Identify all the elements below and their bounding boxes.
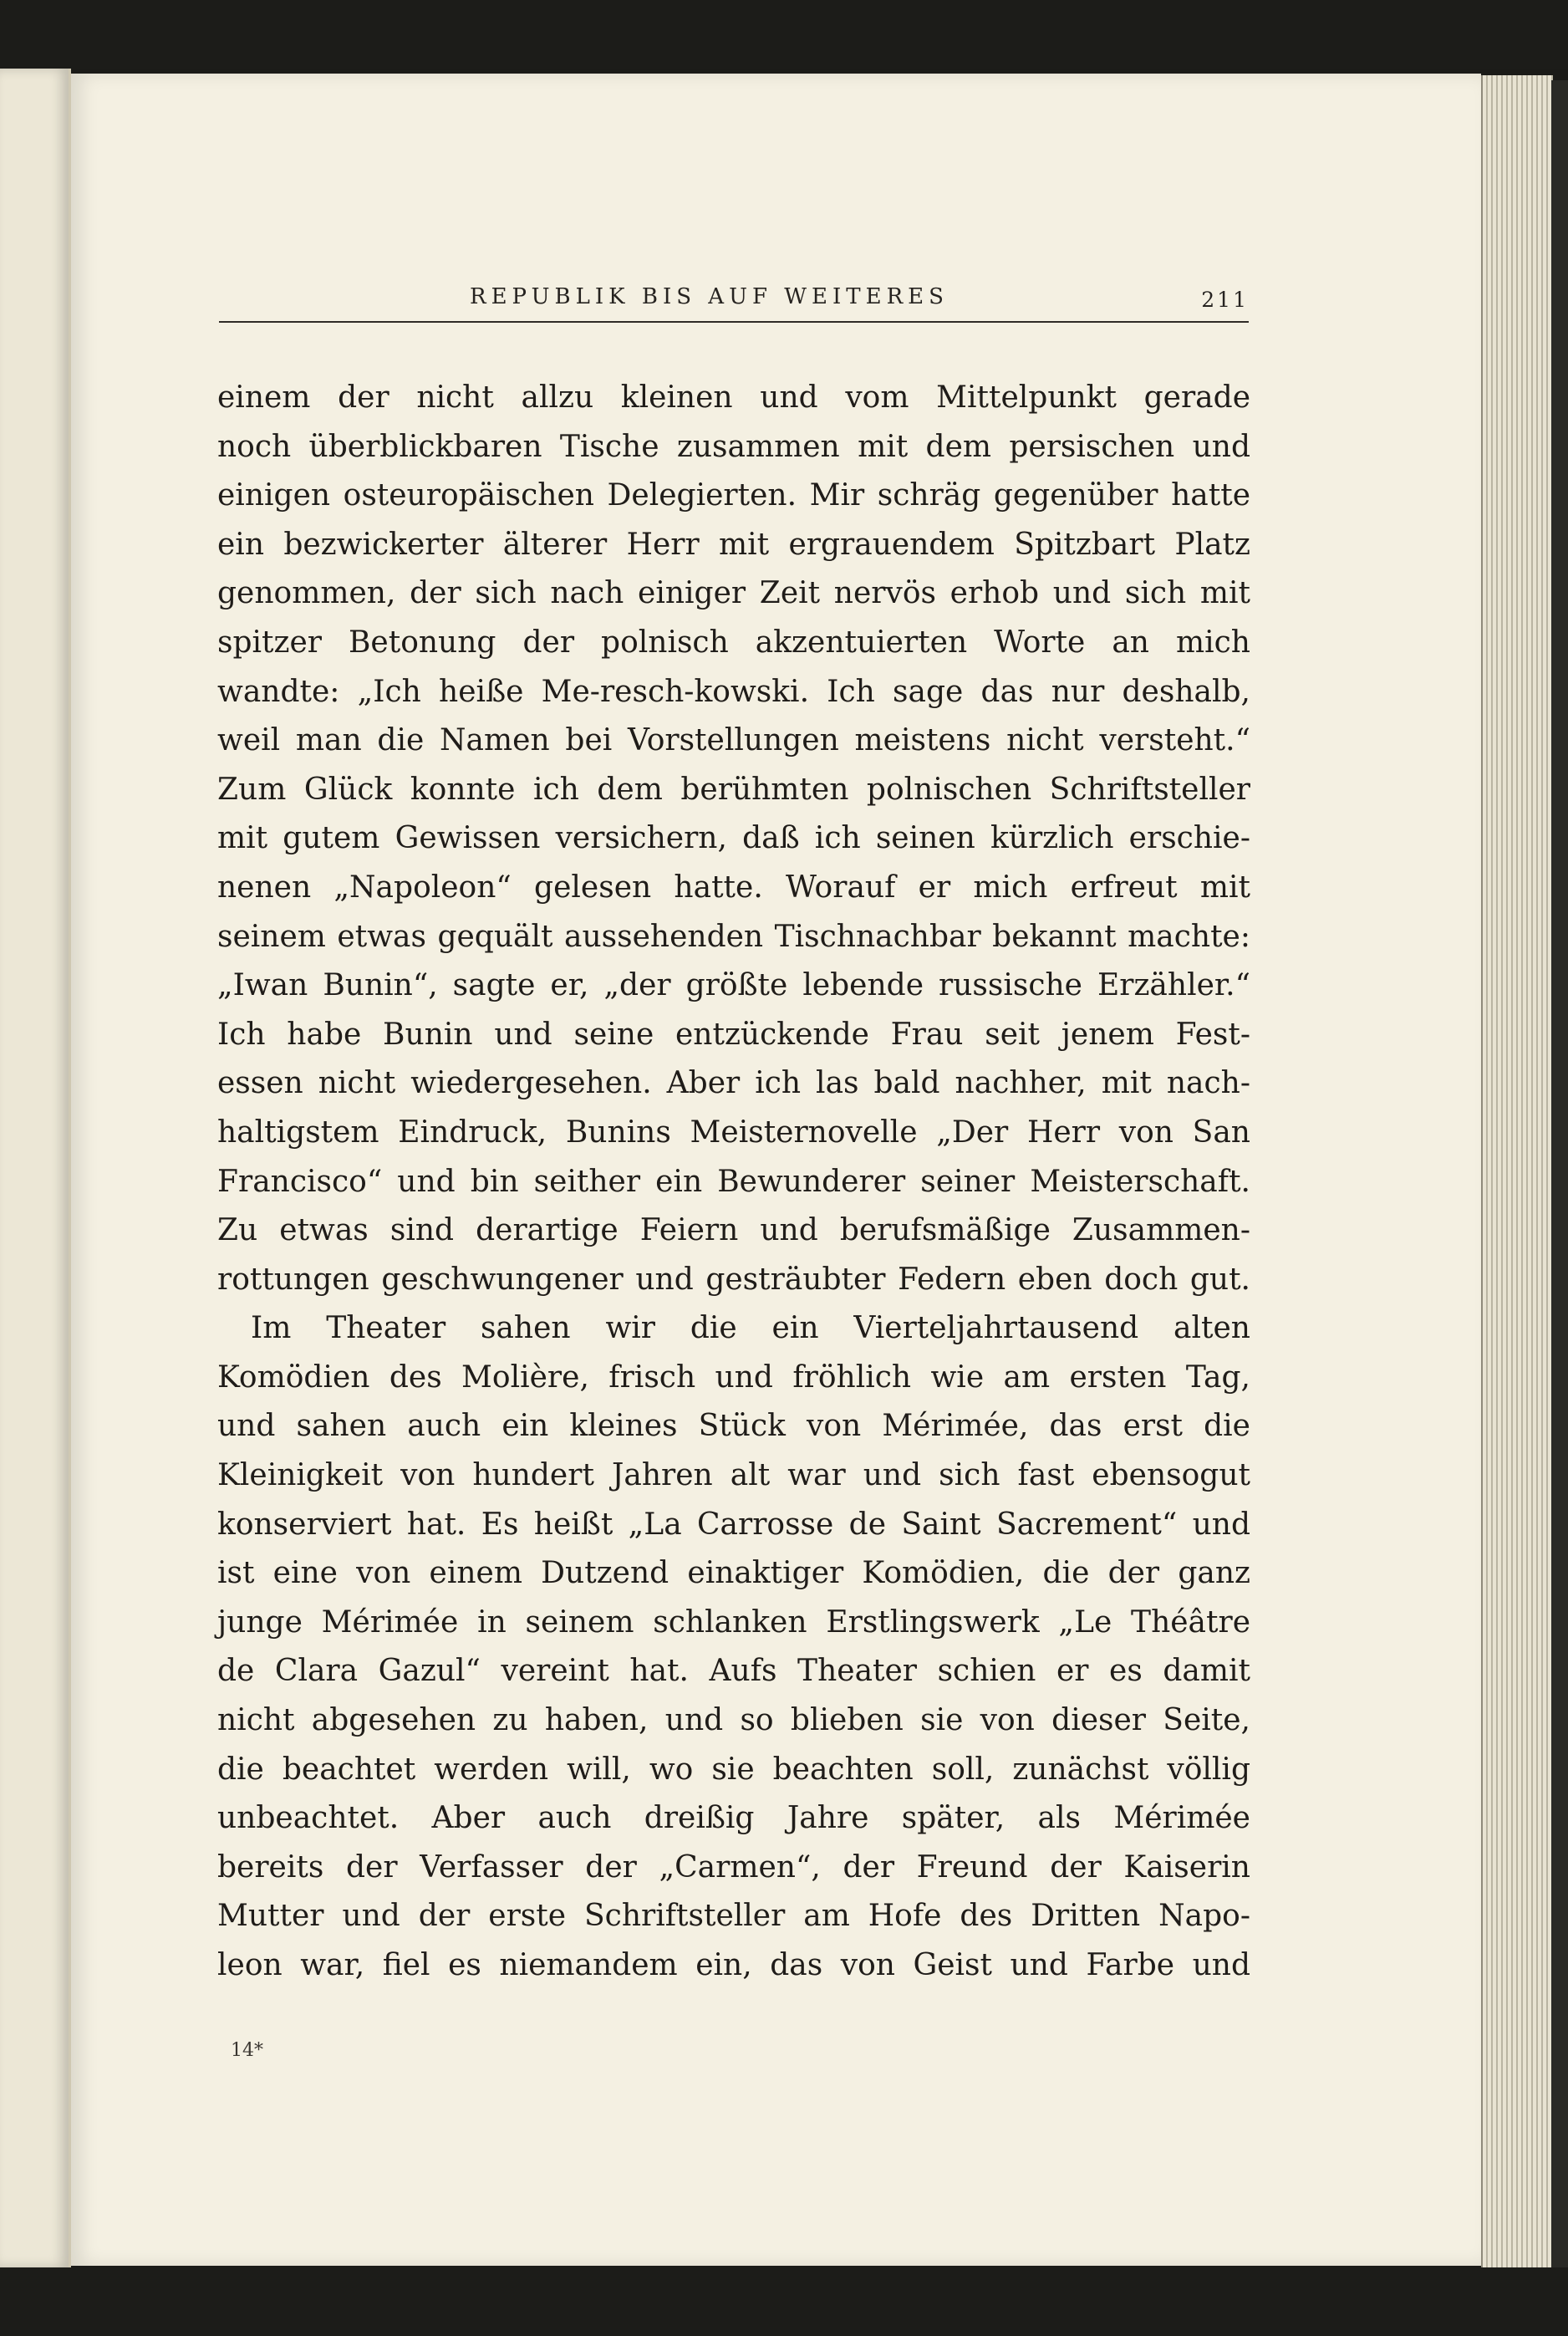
text-line: Francisco“ und bin seither ein Bewunderer seiner Meisterschaft. bbox=[217, 1164, 1250, 1199]
text-line: leon war, fiel es niemandem ein, das von Geist und Farbe und bbox=[217, 1948, 1250, 1982]
text-line: einigen osteuropäischen Delegierten. Mir schräg gegenüber hatte bbox=[217, 478, 1250, 513]
text-line: mit gutem Gewissen versichern, daß ich seinen kürzlich erschie- bbox=[217, 821, 1250, 856]
text-line: ein bezwickerter älterer Herr mit ergrauendem Spitzbart Platz bbox=[217, 527, 1250, 562]
book-cover-edge bbox=[1551, 80, 1568, 2267]
text-line: noch überblickbaren Tische zusammen mit dem persischen und bbox=[217, 429, 1250, 464]
running-head bbox=[219, 284, 1249, 326]
text-line: junge Mérimée in seinem schlanken Erstlingswerk „Le Théâtre bbox=[217, 1604, 1250, 1640]
page-stack-edge bbox=[1481, 75, 1553, 2267]
text-line: rottungen geschwungener und gesträubter Federn eben doch gut. bbox=[217, 1262, 1250, 1297]
text-line: konserviert hat. Es heißt „La Carrosse de Saint Sacrement“ und bbox=[217, 1507, 1250, 1542]
header-rule bbox=[219, 321, 1249, 323]
text-line: Ich habe Bunin und seine entzückende Frau seit jenem Fest- bbox=[217, 1017, 1250, 1052]
text-line: Kleinigkeit von hundert Jahren alt war und sich fast ebensogut bbox=[217, 1458, 1250, 1493]
body-text bbox=[217, 374, 1250, 1991]
scanner-background-top bbox=[0, 0, 1568, 69]
running-head-title: REPUBLIK BIS AUF WEITERES bbox=[470, 284, 949, 309]
text-line: unbeachtet. Aber auch dreißig Jahre später, als Mérimée bbox=[217, 1801, 1250, 1836]
text-line: essen nicht wiedergesehen. Aber ich las bald nachher, mit nach- bbox=[217, 1066, 1250, 1101]
text-line: nenen „Napoleon“ gelesen hatte. Worauf er mich erfreut mit bbox=[217, 870, 1250, 905]
text-line: die beachtet werden will, wo sie beachten soll, zunächst völlig bbox=[217, 1752, 1250, 1787]
text-line: ist eine von einem Dutzend einaktiger Komödien, die der ganz bbox=[217, 1556, 1250, 1591]
text-line: „Iwan Bunin“, sagte er, „der größte lebende russische Erzähler.“ bbox=[217, 968, 1250, 1003]
scanner-background-bottom bbox=[0, 2267, 1568, 2336]
text-line: Mutter und der erste Schriftsteller am Hofe des Dritten Napo- bbox=[217, 1899, 1250, 1934]
signature-mark: 14* bbox=[231, 2040, 263, 2061]
text-line: einem der nicht allzu kleinen und vom Mittelpunkt gerade bbox=[217, 380, 1250, 415]
paragraph-first-line: Im Theater sahen wir die ein Vierteljahrtausend alten bbox=[251, 1311, 1250, 1346]
text-line: seinem etwas gequält aussehenden Tischnachbar bekannt machte: bbox=[217, 919, 1250, 954]
text-line: Zum Glück konnte ich dem berühmten polnischen Schriftsteller bbox=[217, 772, 1250, 807]
text-line: haltigstem Eindruck, Bunins Meisternovelle „Der Herr von San bbox=[217, 1114, 1250, 1150]
facing-page-edge bbox=[0, 69, 71, 2267]
text-line: de Clara Gazul“ vereint hat. Aufs Theater schien er es damit bbox=[217, 1654, 1250, 1689]
text-line: wandte: „Ich heiße Me-resch-kowski. Ich sage das nur deshalb, bbox=[217, 674, 1250, 709]
text-line: nicht abgesehen zu haben, und so blieben sie von dieser Seite, bbox=[217, 1703, 1250, 1738]
text-line: spitzer Betonung der polnisch akzentuierten Worte an mich bbox=[217, 625, 1250, 660]
text-line: Komödien des Molière, frisch und fröhlich wie am ersten Tag, bbox=[217, 1359, 1250, 1395]
text-line: bereits der Verfasser der „Carmen“, der Freund der Kaiserin bbox=[217, 1849, 1250, 1885]
text-line: genommen, der sich nach einiger Zeit nervös erhob und sich mit bbox=[217, 576, 1250, 611]
text-line: Zu etwas sind derartige Feiern und berufsmäßige Zusammen- bbox=[217, 1213, 1250, 1248]
page-number: 211 bbox=[1201, 288, 1249, 312]
text-line: und sahen auch ein kleines Stück von Mérimée, das erst die bbox=[217, 1409, 1250, 1444]
text-line: weil man die Namen bei Vorstellungen meistens nicht versteht.“ bbox=[217, 723, 1250, 758]
